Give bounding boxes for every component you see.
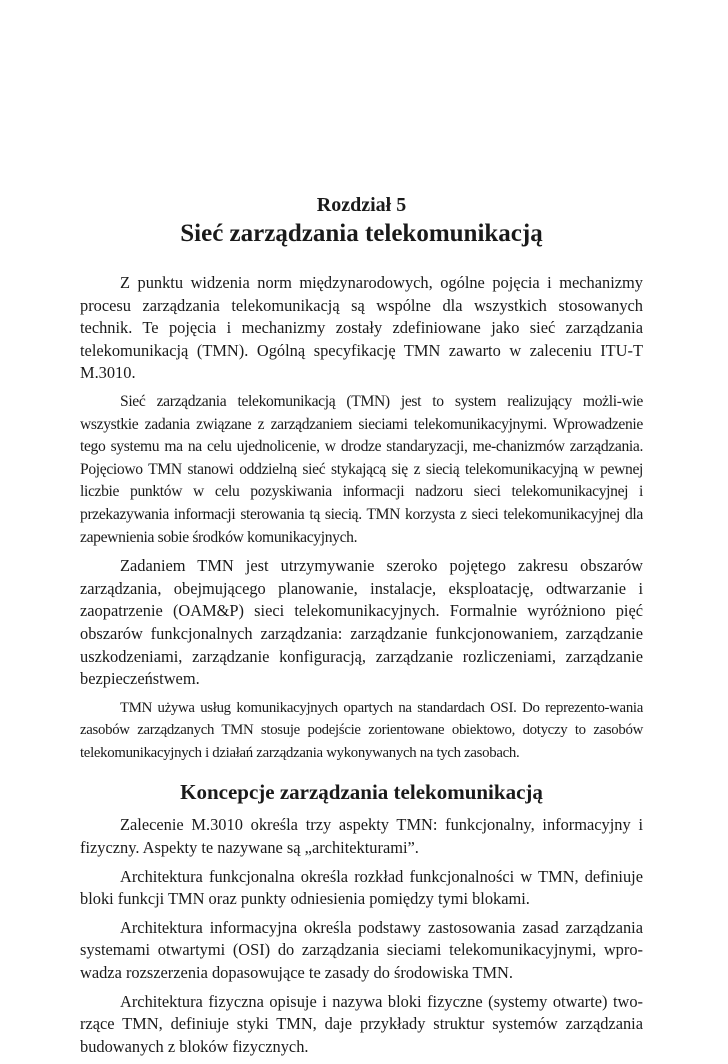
paragraph-tmn-definition: Sieć zarządzania telekomunikacją (TMN) jest to system realizujący możli-wie wszystkie zadania związane z zarządzaniem sieciami telekomunikacyjnymi. Wprowadzenie tego systemu ma na celu ujednolicenie, w drodze standaryzacji, me-chanizmów zarządzania. Pojęciowo TMN stanowi oddzielną sieć stykającą się z siecią telekomunikacyjną w pewnej liczbie punktów w celu pozyskiwania informacji nadzoru sieci telekomunikacyjnej i przekazywania informacji sterowania tą siecią. TMN korzysta z sieci telekomunikacyjnej dla zapewnienia sobie środków komunikacyjnych. xyxy=(80,392,643,546)
paragraph-functional-architecture: Architektura funkcjonalna określa rozkład funkcjonalności w TMN, definiuje bloki funkcji TMN oraz punkty odniesienia pomiędzy tymi blokami. xyxy=(80,866,643,909)
book-page xyxy=(80,192,643,1064)
section-title: Koncepcje zarządzania telekomunikacją xyxy=(180,780,543,805)
paragraph-tmn-osi: TMN używa usług komunikacyjnych opartych na standardach OSI. Do reprezento-wania zasobów zarządzanych TMN stosuje podejście zorientowane obiektowo, dotyczy to zasobów telekomunikacyjnych i działań zarządzania wykonywanych na tych zasobach. xyxy=(80,699,643,761)
chapter-label: Rozdział 5 xyxy=(316,194,407,216)
paragraph-m3010: Zalecenie M.3010 określa trzy aspekty TMN: funkcjonalny, informacyjny i fizyczny. Aspekty te nazywane są „architekturami”. xyxy=(80,815,643,858)
paragraph-information-architecture: Architektura informacyjna określa podstawy zastosowania zasad zarządzania systemami otwartymi (OSI) do zarządzania sieciami telekomunikacyjnymi, wpro-wadza rozszerzenia dopasowujące te zasady do środowiska TMN. xyxy=(80,917,643,983)
chapter-title: Sieć zarządzania telekomunikacją xyxy=(180,220,543,247)
paragraph-intro: Z punktu widzenia norm międzynarodowych, ogólne pojęcia i mechanizmy procesu zarządzania telekomunikacją są wspólne dla wszystkich stosowanych technik. Te pojęcia i mechanizmy zostały zdefiniowane jako sieć zarządzania telekomunikacją (TMN). Ogólną specyfikację TMN zawarto w zaleceniu ITU-T M.3010. xyxy=(80,273,643,383)
paragraph-tmn-tasks: Zadaniem TMN jest utrzymywanie szeroko pojętego zakresu obszarów zarządzania, obejmującego planowanie, instalacje, eksploatację, odtwarzanie i zaopatrzenie (OAM&P) sieci telekomunikacyjnych. Formalnie wyróżniono pięć obszarów funkcjonalnych zarządzania: zarządzanie funkcjonowaniem, zarządzanie uszkodzeniami, zarządzanie konfiguracją, zarządzanie rozliczeniami, zarządzanie bezpieczeństwem. xyxy=(80,556,643,689)
paragraph-physical-architecture: Architektura fizyczna opisuje i nazywa bloki fizyczne (systemy otwarte) two-rzące TMN, definiuje styki TMN, daje przykłady struktur systemów zarządzania budowanych z bloków fizycznych. xyxy=(80,991,643,1056)
